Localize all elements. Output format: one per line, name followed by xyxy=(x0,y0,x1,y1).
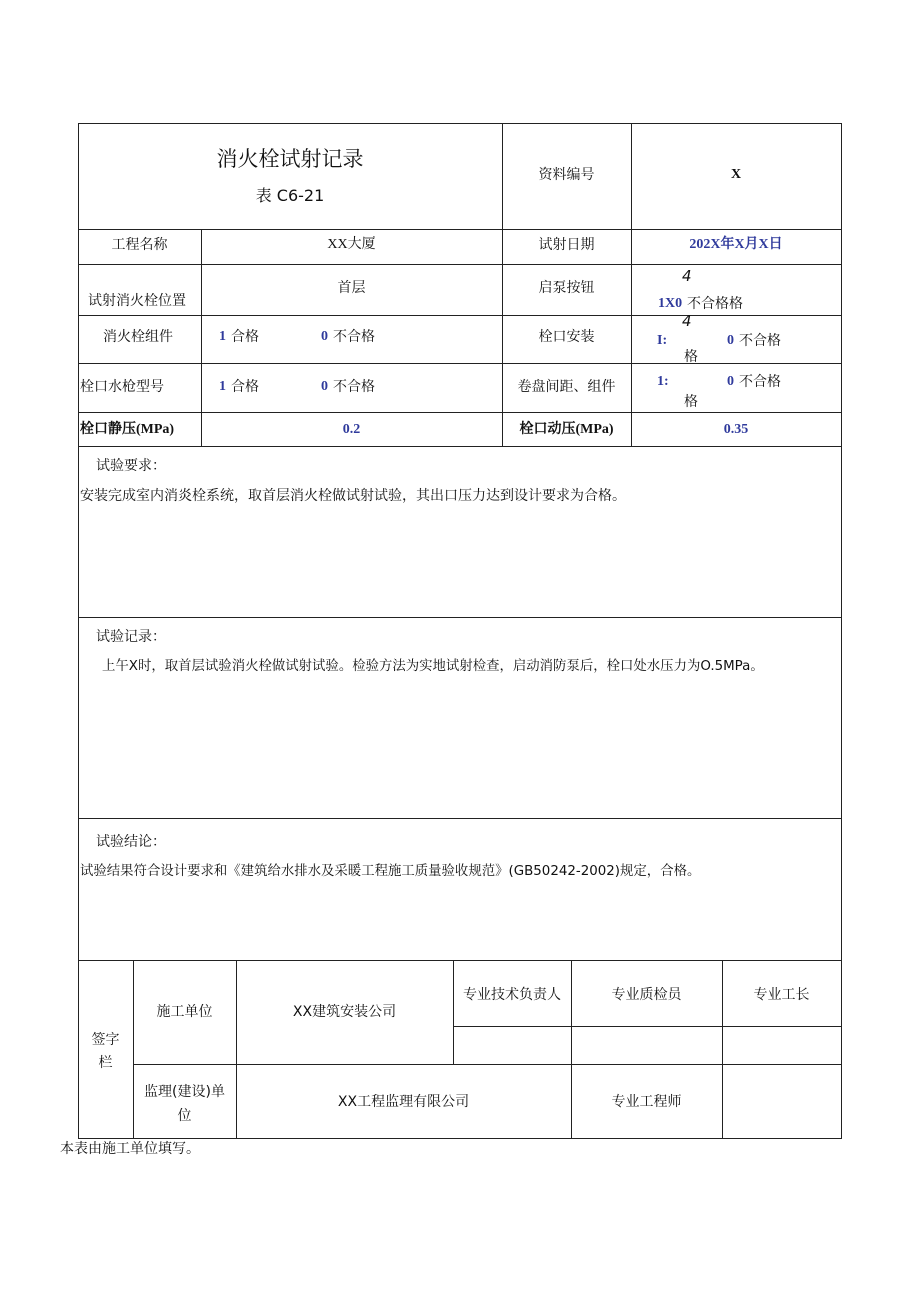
table-line xyxy=(78,412,842,413)
signature-section-label-2: 栏 xyxy=(98,1055,113,1071)
table-line xyxy=(841,123,842,1139)
signature-section-label: 签字 xyxy=(91,1032,120,1048)
table-line xyxy=(78,363,842,364)
dynamic-pressure-value: 0.35 xyxy=(723,422,749,437)
gun-label: 栓口水枪型号 xyxy=(80,379,164,395)
component-pass-num: 1 xyxy=(219,329,226,344)
page-title: 消火栓试射记录 xyxy=(216,147,364,171)
component-fail-text: 不合格 xyxy=(333,329,375,345)
component-label: 消火栓组件 xyxy=(103,329,173,345)
gun-pass-text: 合格 xyxy=(231,379,259,395)
tech-lead-label: 专业技术负责人 xyxy=(463,987,561,1003)
table-line xyxy=(453,1026,842,1027)
project-value: XX大厦 xyxy=(327,237,376,252)
conclusion-text: 试验结果符合设计要求和《建筑给水排水及采暖工程施工质量验收规范》(GB50242-2002)规定，合格。 xyxy=(80,864,701,879)
requirements-text: 安装完成室内消炎栓系统，取首层消火栓做试射试验，其出口压力达到设计要求为合格。 xyxy=(80,488,626,504)
outlet-bottom-text: 格 xyxy=(684,349,698,363)
table-line xyxy=(78,264,842,265)
pump-top-digit: 4 xyxy=(682,267,692,285)
table-line xyxy=(78,617,842,618)
outlet-label: 栓口安装 xyxy=(538,329,595,345)
component-pass-text: 合格 xyxy=(231,329,259,345)
component-fail-num: 0 xyxy=(321,329,328,344)
gun-pass-num: 1 xyxy=(219,379,226,394)
outlet-top-digit: 4 xyxy=(682,312,692,330)
footer-note: 本表由施工单位填写。 xyxy=(60,1141,200,1157)
qc-label: 专业质检员 xyxy=(611,987,682,1003)
date-label: 试射日期 xyxy=(538,237,595,253)
table-line xyxy=(78,818,842,819)
table-line xyxy=(78,960,842,961)
table-line xyxy=(78,1138,842,1139)
outlet-num: I: xyxy=(657,333,668,348)
table-line xyxy=(236,960,237,1139)
record-text: 上午X时，取首层试验消火栓做试射试验。检验方法为实地试射检查，启动消防泵后，栓口处水压力为O.5MPa。 xyxy=(102,659,764,674)
pump-value-text: 不合格格 xyxy=(687,296,743,312)
reel-bottom-text: 格 xyxy=(684,394,698,410)
dynamic-pressure-label: 栓口动压(MPa) xyxy=(519,422,614,437)
pump-value-num: 1X0 xyxy=(658,296,683,311)
table-line xyxy=(78,123,79,1139)
contractor-value: XX建筑安装公司 xyxy=(292,1004,397,1020)
table-line xyxy=(133,1064,842,1065)
doc-no-value: X xyxy=(730,167,742,182)
conclusion-label: 试验结论： xyxy=(96,834,166,850)
reel-num: 1: xyxy=(657,374,669,389)
pump-label: 启泵按钮 xyxy=(538,280,595,296)
record-label: 试验记录： xyxy=(96,629,166,645)
form-code: 表 C6-21 xyxy=(255,186,325,205)
project-label: 工程名称 xyxy=(111,237,168,253)
table-line xyxy=(78,123,842,124)
outlet-fail-text: 不合格 xyxy=(739,333,781,349)
reel-fail-text: 不合格 xyxy=(739,374,781,390)
static-pressure-value: 0.2 xyxy=(342,422,361,437)
location-label: 试射消火栓位置 xyxy=(88,293,186,309)
date-value: 202X年X月X日 xyxy=(689,237,783,252)
table-line xyxy=(201,229,202,446)
foreman-label: 专业工长 xyxy=(753,987,810,1003)
requirements-label: 试验要求： xyxy=(96,458,166,474)
doc-no-label: 资料编号 xyxy=(538,167,595,183)
supervisor-label-2: 位 xyxy=(177,1108,192,1124)
reel-fail-num: 0 xyxy=(727,374,734,389)
table-line xyxy=(78,446,842,447)
supervisor-value: XX工程监理有限公司 xyxy=(337,1094,470,1110)
table-line xyxy=(78,315,842,316)
table-line xyxy=(453,960,454,1065)
contractor-label: 施工单位 xyxy=(156,1004,213,1020)
gun-fail-text: 不合格 xyxy=(333,379,375,395)
static-pressure-label: 栓口静压(MPa) xyxy=(80,422,175,437)
outlet-fail-num: 0 xyxy=(727,333,734,348)
supervisor-label: 监理(建设)单 xyxy=(144,1084,225,1100)
gun-fail-num: 0 xyxy=(321,379,328,394)
location-value: 首层 xyxy=(337,280,366,296)
engineer-label: 专业工程师 xyxy=(611,1094,682,1110)
table-line xyxy=(78,229,842,230)
reel-label: 卷盘间距、组件 xyxy=(517,379,616,395)
